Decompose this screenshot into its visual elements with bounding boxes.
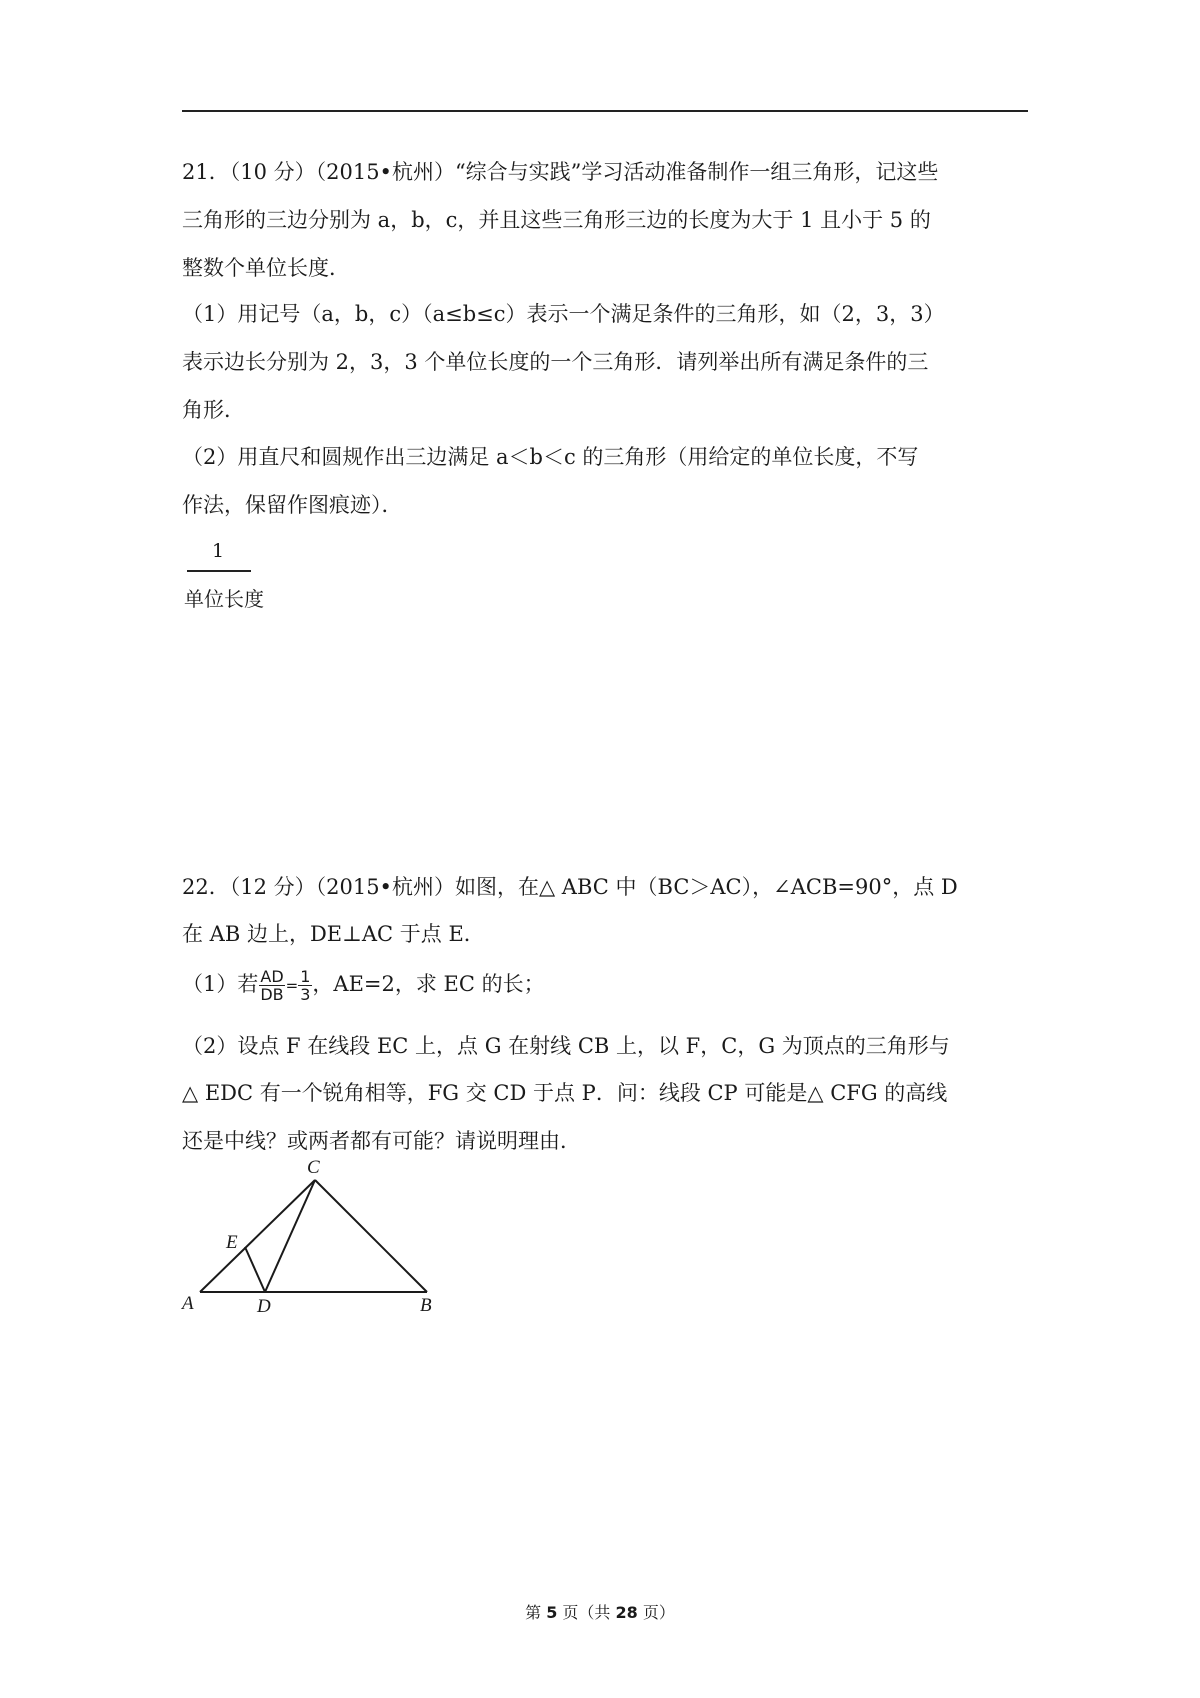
page-footer [0, 1600, 1200, 1623]
unit-length-number: 1 [212, 540, 225, 562]
q22-line-2: 在 AB 边上，DE⊥AC 于点 E． [182, 922, 485, 946]
q22-part1-prefix: （1）若 [182, 972, 259, 996]
fraction-numerator-ad: AD [260, 967, 284, 986]
fraction-one-third [298, 968, 312, 1003]
q22-part2-line-3: 还是中线？或两者都有可能？请说明理由． [182, 1129, 581, 1153]
triangle-figure [170, 1155, 450, 1329]
footer-page-number: 5 [546, 1603, 558, 1622]
fraction-equals: = [285, 976, 299, 995]
footer-total-pages: 28 [615, 1603, 638, 1622]
q22-part1-suffix: ，AE=2，求 EC 的长； [312, 972, 545, 996]
footer-suffix: 页） [637, 1603, 675, 1622]
q22-line-1: 22．（12 分）（2015•杭州）如图，在△ ABC 中（BC＞AC），∠ACB=90°，点 D [182, 875, 958, 899]
fraction-denominator-3: 3 [300, 985, 311, 1004]
q21-part2-line-2: 作法，保留作图痕迹）． [182, 493, 403, 517]
triangle-figure-svg [170, 1155, 450, 1325]
q21-line-3: 整数个单位长度． [182, 256, 350, 280]
fraction-numerator-1: 1 [300, 967, 311, 986]
fraction-denominator-db: DB [260, 985, 284, 1004]
q22-part2-line-1: （2）设点 F 在线段 EC 上，点 G 在射线 CB 上，以 F，C，G 为顶点的三角形与 [182, 1034, 950, 1058]
q21-part1-line-2: 表示边长分别为 2，3，3 个单位长度的一个三角形．请列举出所有满足条件的三 [182, 350, 929, 374]
point-label-e: E [226, 1232, 238, 1253]
q22-part1-line [182, 968, 545, 1003]
header-rule [182, 110, 1028, 112]
q21-line-2: 三角形的三边分别为 a，b，c，并且这些三角形三边的长度为大于 1 且小于 5 的 [182, 208, 931, 232]
q22-part2-line-2: △ EDC 有一个锐角相等，FG 交 CD 于点 P．问：线段 CP 可能是△ CFG 的高线 [182, 1081, 948, 1105]
segment-bc [315, 1180, 427, 1292]
point-label-a: A [182, 1293, 194, 1314]
point-label-d: D [257, 1296, 271, 1317]
q21-part2-line-1: （2）用直尺和圆规作出三边满足 a＜b＜c 的三角形（用给定的单位长度，不写 [182, 445, 919, 469]
segment-de [245, 1247, 265, 1292]
q21-line-1: 21．（10 分）（2015•杭州）“综合与实践”学习活动准备制作一组三角形，记这些 [182, 160, 939, 184]
q21-part1-line-1: （1）用记号（a，b，c）（a≤b≤c）表示一个满足条件的三角形，如（2，3，3） [182, 302, 945, 326]
unit-length-segment [187, 570, 251, 572]
unit-length-label: 单位长度 [184, 587, 264, 611]
footer-prefix: 第 [525, 1603, 547, 1622]
point-label-c: C [307, 1157, 320, 1178]
point-label-b: B [420, 1295, 432, 1316]
footer-middle: 页（共 [557, 1603, 616, 1622]
segment-cd [265, 1180, 315, 1292]
fraction-ad-db [259, 968, 284, 1003]
q21-part1-line-3: 角形． [182, 398, 245, 422]
